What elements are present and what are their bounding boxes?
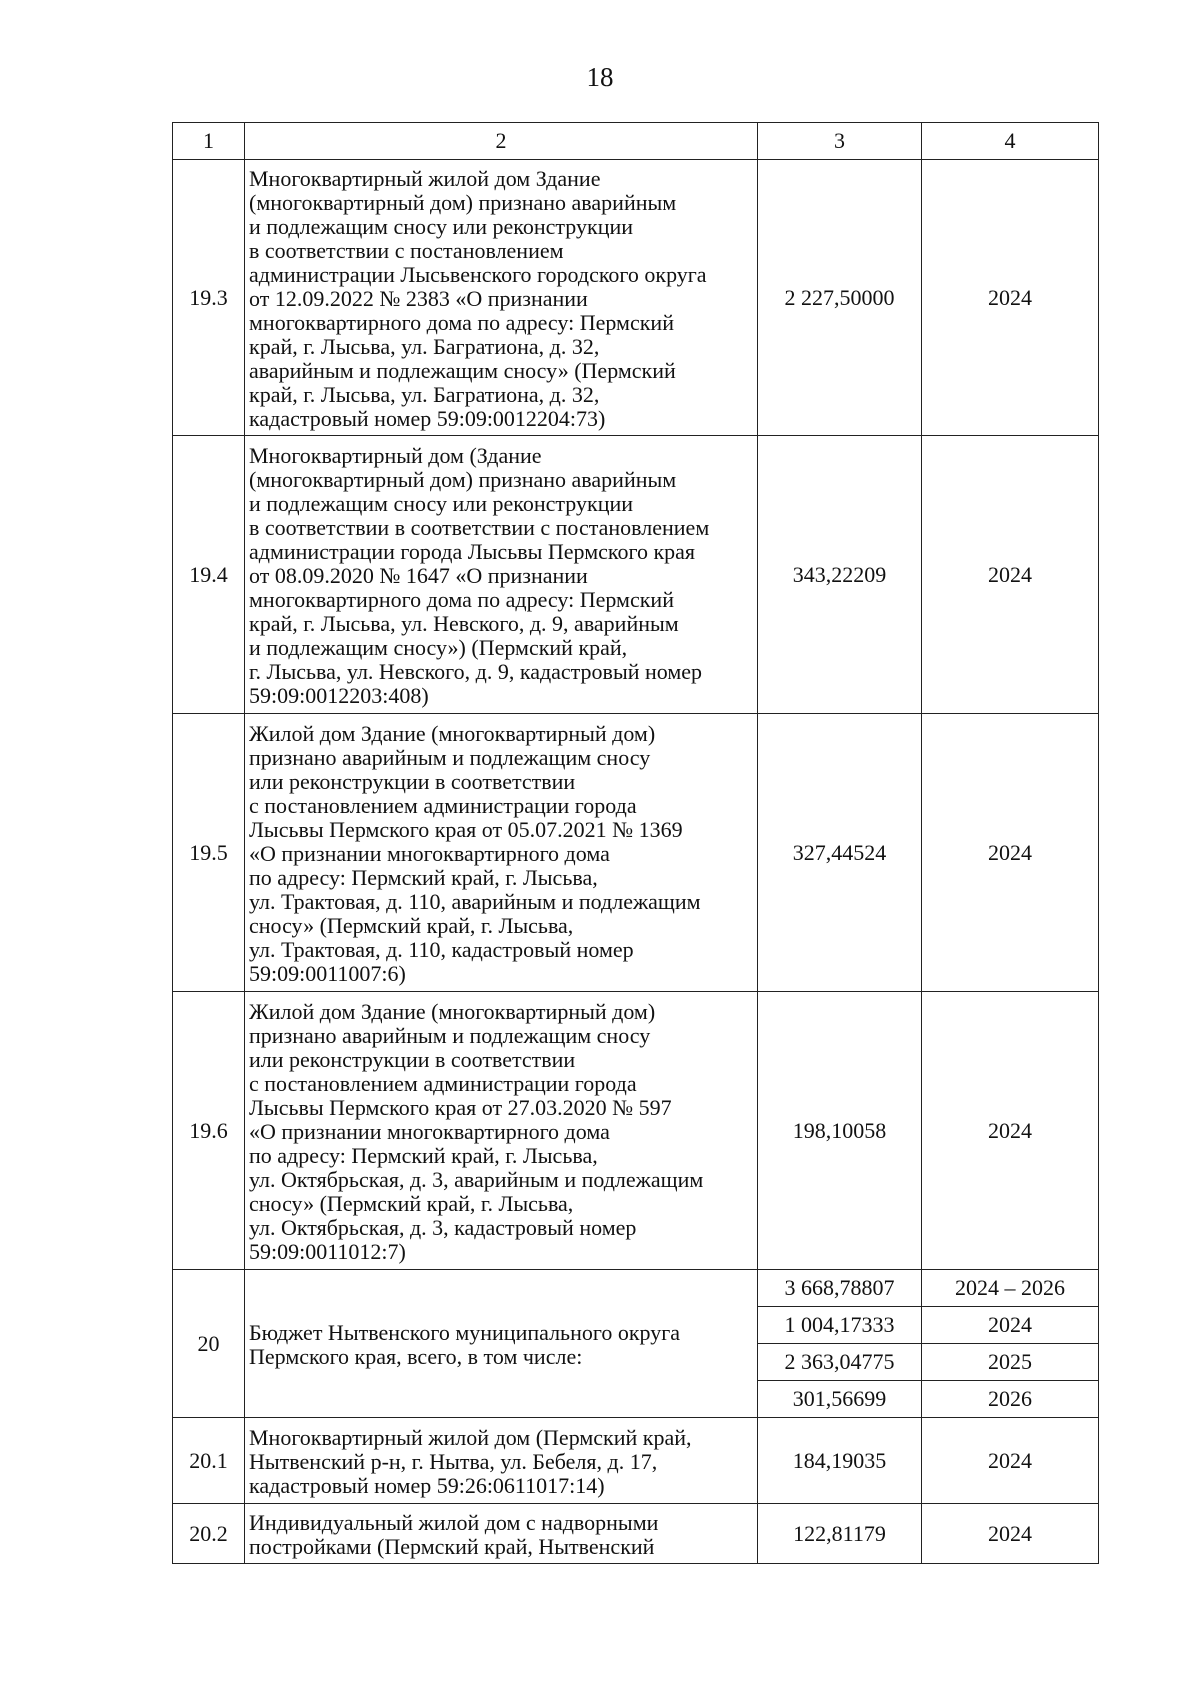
row-number: 20.2	[173, 1504, 245, 1564]
table-row	[173, 160, 1099, 436]
year-cell: 2024	[922, 1504, 1099, 1564]
page-number: 18	[586, 62, 614, 92]
row-number: 19.5	[173, 714, 245, 992]
year-cell: 2024	[922, 1418, 1099, 1504]
amount-cell: 343,22209	[758, 436, 922, 714]
table-row	[173, 992, 1099, 1270]
amount-cell: 3 668,78807	[758, 1270, 922, 1307]
year-cell: 2024 – 2026	[922, 1270, 1099, 1307]
row-number: 19.6	[173, 992, 245, 1270]
amount-cell: 327,44524	[758, 714, 922, 992]
object-description: Жилой дом Здание (многоквартирный дом) признано аварийным и подлежащим сносу или реконструкции в соответствии с постановлением администрации города Лысьвы Пермского края от 05.07.2021 № 1369 «О признании многоквартирного дома по адресу: Пермский край, г. Лысьва, ул. Трактовая, д. 110, аварийным и подлежащим сносу» (Пермский край, г. Лысьва, ул. Трактовая, д. 110, кадастровый номер 59:09:0011007:6)	[245, 714, 758, 992]
object-description: Многоквартирный дом (Здание (многоквартирный дом) признано аварийным и подлежащим сносу или реконструкции в соответствии в соответствии с постановлением администрации города Лысьвы Пермского края от 08.09.2020 № 1647 «О признании многоквартирного дома по адресу: Пермский край, г. Лысьва, ул. Невского, д. 9, аварийным и подлежащим сносу») (Пермский край, г. Лысьва, ул. Невского, д. 9, кадастровый номер 59:09:0012203:408)	[245, 436, 758, 714]
amount-cell: 2 363,04775	[758, 1344, 922, 1381]
column-header-2: 2	[245, 123, 758, 160]
amount-cell: 122,81179	[758, 1504, 922, 1564]
object-description: Жилой дом Здание (многоквартирный дом) признано аварийным и подлежащим сносу или реконструкции в соответствии с постановлением администрации города Лысьвы Пермского края от 27.03.2020 № 597 «О признании многоквартирного дома по адресу: Пермский край, г. Лысьва, ул. Октябрьская, д. 3, аварийным и подлежащим сносу» (Пермский край, г. Лысьва, ул. Октябрьская, д. 3, кадастровый номер 59:09:0011012:7)	[245, 992, 758, 1270]
year-cell: 2024	[922, 992, 1099, 1270]
year-cell: 2024	[922, 714, 1099, 992]
object-description: Индивидуальный жилой дом с надворными постройками (Пермский край, Нытвенский	[245, 1504, 758, 1564]
table-row	[173, 436, 1099, 714]
budget-total-row	[173, 1270, 1099, 1307]
amount-cell: 1 004,17333	[758, 1307, 922, 1344]
year-cell: 2024	[922, 160, 1099, 436]
object-description: Многоквартирный жилой дом Здание (многоквартирный дом) признано аварийным и подлежащим сносу или реконструкции в соответствии с постановлением администрации Лысьвенского городского округа от 12.09.2022 № 2383 «О признании многоквартирного дома по адресу: Пермский край, г. Лысьва, ул. Багратиона, д. 32, аварийным и подлежащим сносу» (Пермский край, г. Лысьва, ул. Багратиона, д. 32, кадастровый номер 59:09:0012204:73)	[245, 160, 758, 436]
amount-cell: 2 227,50000	[758, 160, 922, 436]
amount-cell: 184,19035	[758, 1418, 922, 1504]
table-header-row	[173, 123, 1099, 160]
row-number: 20.1	[173, 1418, 245, 1504]
column-header-4: 4	[922, 123, 1099, 160]
table-row	[173, 1504, 1099, 1564]
year-cell: 2024	[922, 436, 1099, 714]
row-number: 19.4	[173, 436, 245, 714]
amount-cell: 198,10058	[758, 992, 922, 1270]
row-number: 19.3	[173, 160, 245, 436]
column-header-1: 1	[173, 123, 245, 160]
column-header-3: 3	[758, 123, 922, 160]
year-cell: 2025	[922, 1344, 1099, 1381]
row-number: 20	[173, 1270, 245, 1418]
amount-cell: 301,56699	[758, 1381, 922, 1418]
table-row	[173, 714, 1099, 992]
budget-description: Бюджет Нытвенского муниципального округа Пермского края, всего, в том числе:	[245, 1270, 758, 1418]
table-row	[173, 1418, 1099, 1504]
year-cell: 2026	[922, 1381, 1099, 1418]
object-description: Многоквартирный жилой дом (Пермский край, Нытвенский р-н, г. Нытва, ул. Бебеля, д. 17, кадастровый номер 59:26:0611017:14)	[245, 1418, 758, 1504]
year-cell: 2024	[922, 1307, 1099, 1344]
program-table	[172, 122, 1099, 1564]
